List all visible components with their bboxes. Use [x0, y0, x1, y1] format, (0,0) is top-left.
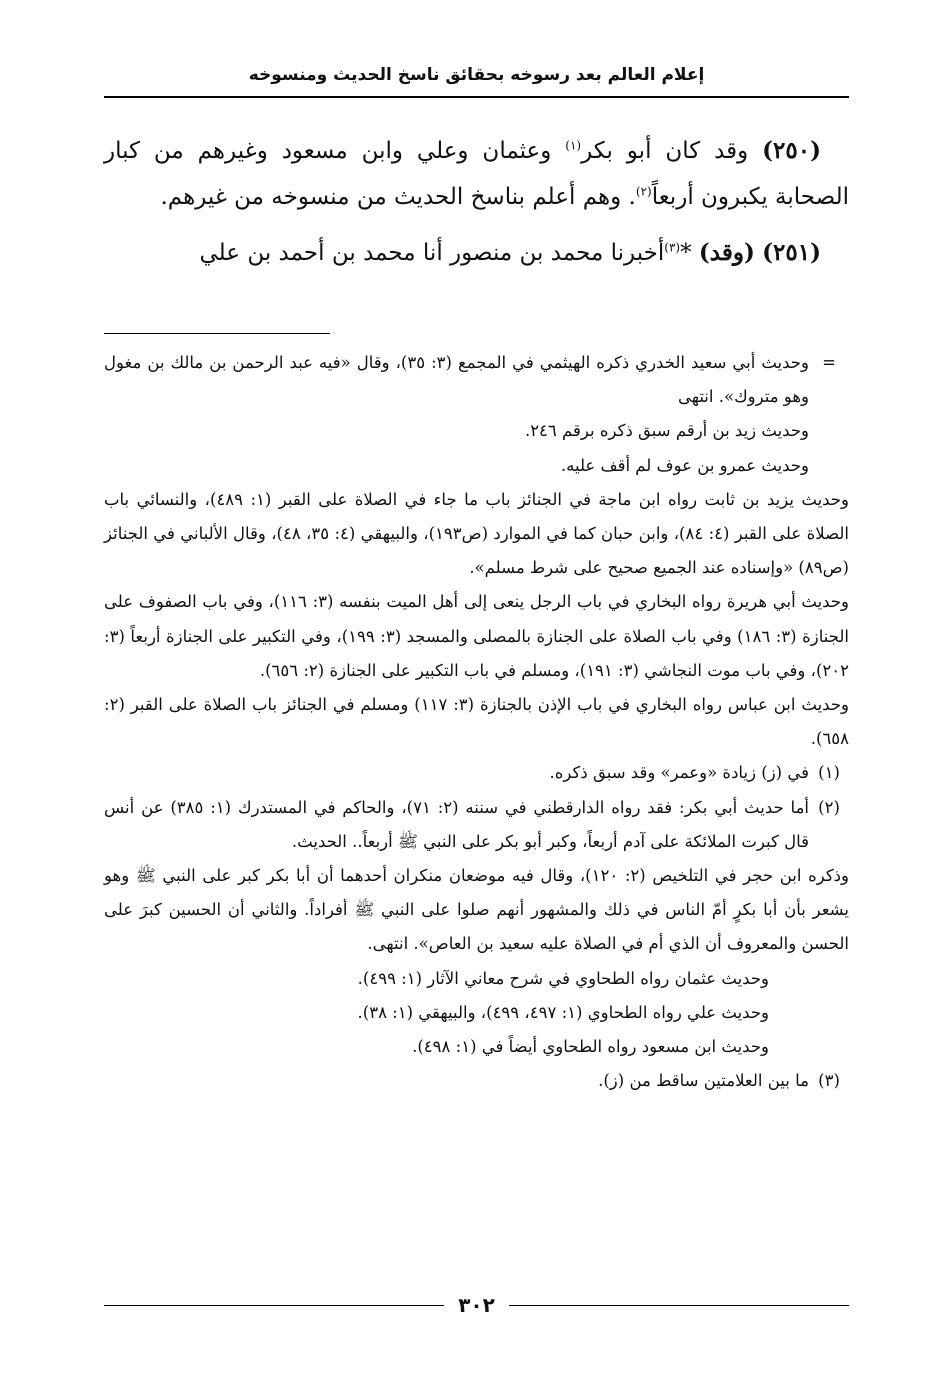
footnote-paragraph: وحديث أبي هريرة رواه البخاري في باب الرجل ينعى إلى أهل الميت بنفسه (٣: ١١٦)، وفي باب الصفوف على الجنازة (٣: ١٨٦) وفي باب الصلاة على الجنازة بالمصلى والمسجد (٣: ١٩٩)، وفي التكبير على الجنازة أربعاً (٣: ٢٠٢)، وفي باب موت النجاشي (٣: ١٩١)، ومسلم في باب التكبير على الجنازة (٢: ٦٥٦). — [104, 592, 849, 680]
footnotes — [104, 346, 849, 1098]
running-title: إعلام العالم بعد رسوخه بحقائق ناسخ الحديث ومنسوخه — [248, 65, 705, 85]
page-footer — [104, 1293, 849, 1317]
continuation-mark: = — [822, 353, 836, 372]
footnote-paragraph: وذكره ابن حجر في التلخيص (٢: ١٢٠)، وقال فيه موضعان منكران أحدهما أن أبا بكر كبر على النبي ﷺ وهو يشعر بأن أبا بكرٍ أمّ الناس في ذلك والمشهور أنهم صلوا على النبي ﷺ أفراداً. والثاني أن الحسين كبرَ على الحسن والمعروف أن الذي أم في الصلاة عليه سعيد بن العاص». انتهى. — [104, 866, 849, 954]
footnote-body — [104, 346, 849, 756]
footnote-ref-1[interactable]: (١) — [565, 138, 582, 153]
page-number: ٣٠٢ — [458, 1293, 495, 1317]
footnote-paragraph: وحديث ابن عباس رواه البخاري في باب الإذن بالجنازة (٣: ١١٧) ومسلم في الجنائز باب الصلاة على القبر (٢: ٦٥٨). — [104, 695, 849, 749]
footnote-paragraph: وحديث ابن مسعود رواه الطحاوي أيضاً في (١: ٤٩٨). — [412, 1037, 769, 1057]
footnote-number: (٢) — [818, 797, 840, 817]
text-run: (وقد) — [698, 239, 755, 266]
footnote-1 — [104, 756, 849, 790]
footnote-body — [104, 1064, 809, 1098]
paragraph-number: (٢٥٠) — [762, 137, 821, 164]
footnote-paragraph: وحديث عثمان رواه الطحاوي في شرح معاني الآثار (١: ٤٩٩). — [357, 968, 769, 988]
footnote-paragraph: وحديث أبي سعيد الخدري ذكره الهيثمي في المجمع (٣: ٣٥)، وقال «فيه عبد الرحمن بن مالك بن مغول وهو متروك». انتهى — [104, 353, 809, 407]
footnote-paragraph: وحديث زيد بن أرقم سبق ذكره برقم ٢٤٦. — [524, 421, 809, 441]
paragraph-250 — [104, 128, 849, 220]
footnote-number: (١) — [818, 763, 840, 783]
main-text — [104, 128, 849, 286]
omission-marker: * — [680, 240, 692, 266]
text-run: وقد كان أبو بكر — [581, 138, 749, 164]
footnote-body — [104, 756, 809, 790]
footnote-continuation — [104, 346, 849, 756]
footnote-2 — [104, 791, 849, 1065]
footer-rule — [509, 1305, 849, 1306]
footnote-paragraph: أما حديث أبي بكر: فقد رواه الدارقطني في سننه (٢: ٧١)، والحاكم في المستدرك (١: ٣٨٥) عن أنس قال كبرت الملائكة على آدم أربعاً، وكبر أبو بكر على النبي ﷺ أربعاً.. الحديث. — [104, 797, 809, 851]
paragraph-number: (٢٥١) — [762, 239, 821, 266]
footnote-paragraph: وحديث يزيد بن ثابت رواه ابن ماجة في الجنائز باب ما جاء في الصلاة على القبر (١: ٤٨٩)، والنسائي باب الصلاة على القبر (٤: ٨٤)، وابن حبان كما في الموارد (ص١٩٣)، والبيهقي (٤: ٣٥، ٤٨)، وقال الألباني في الجنائز (ص٨٩) «وإسناده عند الجميع صحيح على شرط مسلم». — [104, 489, 849, 578]
footnote-paragraph: في (ز) زيادة «وعمر» وقد سبق ذكره. — [549, 763, 809, 783]
paragraph-251 — [104, 230, 849, 276]
footnote-paragraph: ما بين العلامتين ساقط من (ز). — [598, 1071, 809, 1091]
footnote-paragraph: وحديث علي رواه الطحاوي (١: ٤٩٧، ٤٩٩)، والبيهقي (١: ٣٨). — [357, 1002, 769, 1022]
footnote-ref-2[interactable]: (٢) — [635, 184, 652, 199]
footnote-body — [104, 791, 849, 1065]
footnote-separator — [104, 333, 330, 334]
footnote-number: (٣) — [818, 1071, 840, 1091]
footnote-3 — [104, 1064, 849, 1098]
text-run: . وهم أعلم بناسخ الحديث من منسوخه من غيرهم. — [160, 184, 636, 210]
header-rule — [104, 96, 849, 98]
text-run: وعثمان وعلي وابن مسعود وغيرهم من كبار الصحابة يكبرون أربعاً — [104, 138, 849, 210]
footnote-paragraph: وحديث عمرو بن عوف لم أقف عليه. — [560, 455, 809, 475]
text-run: أخبرنا محمد بن منصور أنا محمد بن أحمد بن علي — [199, 240, 665, 266]
footnote-ref-3[interactable]: (٣) — [664, 240, 681, 255]
footer-rule — [104, 1305, 444, 1306]
